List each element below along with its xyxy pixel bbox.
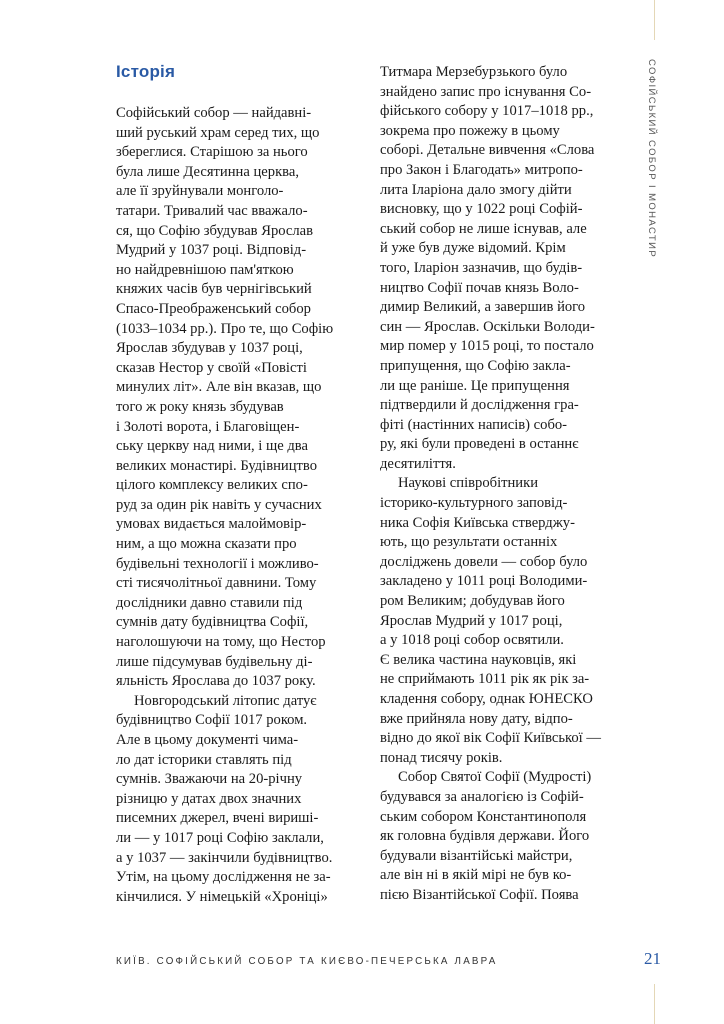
text-line: минулих літ». Але він вказав, що xyxy=(116,379,322,396)
text-line: Але в цьому документі чима- xyxy=(116,732,299,748)
text-line: фіті (настінних написів) собо- xyxy=(380,416,568,433)
text-line: була лише Десятинна церква, xyxy=(116,163,299,180)
text-line: ника Софія Київська стверджу- xyxy=(380,514,575,531)
text-line: ся, що Софію збудував Ярослав xyxy=(116,222,314,239)
text-line: а у 1037 — закінчили будівництво. xyxy=(116,849,333,866)
text-line: будувався за аналогією із Софій- xyxy=(380,788,584,805)
text-line: закладено у 1011 році Володими- xyxy=(380,573,588,590)
text-line: ють, що результати останніх xyxy=(380,534,558,551)
text-line: не сприймають 1011 рік як рік за- xyxy=(380,671,590,688)
text-line: того, Іларіон зазначив, що будів- xyxy=(380,259,583,276)
text-line: татари. Тривалий час вважало- xyxy=(116,202,308,219)
text-line: Ярослав збудував у 1037 році, xyxy=(116,340,303,357)
margin-rule-top xyxy=(654,0,655,40)
text-line: лише підсумував будівельну ді- xyxy=(116,653,313,670)
text-line: десятиліття. xyxy=(380,455,456,472)
text-line: ництво Софії почав князь Воло- xyxy=(380,279,579,296)
text-line: ський собор не лише існував, але xyxy=(380,220,587,237)
text-line: й уже був дуже відомий. Крім xyxy=(380,240,566,257)
text-line: ним, а що можна сказати про xyxy=(116,536,297,553)
text-line: як головна будівля держави. Його xyxy=(380,828,590,845)
text-line: писемних джерел, вчені вириші- xyxy=(116,810,319,827)
text-line: Наукові співробітники xyxy=(398,475,539,492)
text-line: того ж року князь збудував xyxy=(116,398,284,415)
text-line: мир помер у 1015 році, то постало xyxy=(380,338,594,355)
text-line: ським собором Константинополя xyxy=(380,808,587,825)
text-line: умовах видається малоймовір- xyxy=(116,516,307,533)
text-line: Мудрий у 1037 році. Відповід- xyxy=(116,242,307,259)
text-line: кладення собору, однак ЮНЕСКО xyxy=(380,691,593,707)
text-column-left xyxy=(116,104,371,907)
text-line: але її зруйнували монголо- xyxy=(116,183,284,200)
text-line: відно до якої вік Софії Київської — xyxy=(380,730,601,747)
text-line: кінчилися. У німецькій «Хроніці» xyxy=(116,888,328,905)
text-line: фійського собору у 1017–1018 рр., xyxy=(380,103,594,120)
text-line: ли ще раніше. Це припущення xyxy=(380,377,570,394)
text-line: ли — у 1017 році Софію заклали, xyxy=(116,829,324,846)
text-line: димир Великий, а завершив його xyxy=(380,299,586,316)
text-line: Собор Святої Софії (Мудрості) xyxy=(398,769,592,786)
text-line: понад тисячу років. xyxy=(380,749,503,766)
text-line: зокрема про пожежу в цьому xyxy=(380,122,560,139)
text-line: ло дат історики ставлять під xyxy=(116,751,292,768)
text-column-right xyxy=(380,63,635,906)
text-line: ру, які були проведені в останнє xyxy=(380,436,579,453)
text-line: княжих часів був чернігівський xyxy=(116,281,312,298)
text-line: будували візантійські майстри, xyxy=(380,847,573,864)
text-line: наголошуючи на тому, що Нестор xyxy=(116,634,326,651)
text-line: сказав Нестор у своїй «Повісті xyxy=(116,359,307,376)
text-line: пією Візантійської Софії. Поява xyxy=(380,886,579,903)
text-line: будівельні технології і можливо- xyxy=(116,555,319,572)
text-line: сумнів. Зважаючи на 20-річну xyxy=(116,771,303,788)
text-line: сті тисячолітньої давнини. Тому xyxy=(116,575,317,592)
text-line: припущення, що Софію закла- xyxy=(380,357,571,374)
text-line: (1033–1034 рр.). Про те, що Софію xyxy=(116,320,334,337)
text-line: соборі. Детальне вивчення «Слова xyxy=(380,142,595,159)
running-footer: КИЇВ. СОФІЙСЬКИЙ СОБОР ТА КИЄВО-ПЕЧЕРСЬКА ЛАВРА xyxy=(116,956,498,967)
text-line: історико-культурного заповід- xyxy=(380,495,568,512)
text-line: дослідники давно ставили під xyxy=(116,594,303,611)
text-line: Спасо-Преображенський собор xyxy=(116,300,311,317)
section-heading: Історія xyxy=(116,62,176,81)
text-line: ром Великим; добудував його xyxy=(380,593,565,610)
text-line: руд за один рік навіть у сучасних xyxy=(116,496,322,513)
text-line: ську церкву над ними, і ще два xyxy=(116,438,308,455)
text-line: син — Ярослав. Оскільки Володи- xyxy=(380,318,595,335)
text-line: досліджень довели — собор було xyxy=(380,553,588,570)
text-line: Є велика частина науковців, які xyxy=(380,651,577,668)
text-line: різницю у датах двох значних xyxy=(116,790,302,807)
text-line: Новгородський літопис датує xyxy=(134,692,317,709)
text-line: яльність Ярослава до 1037 року. xyxy=(116,673,316,690)
text-line: вже прийняла нову дату, відпо- xyxy=(380,710,573,727)
text-line: ший руський храм серед тих, що xyxy=(116,124,320,141)
running-section-title: СОФІЙСЬКИЙ СОБОР І МОНАСТИР xyxy=(646,59,657,259)
text-line: Титмара Мерзебурзького було xyxy=(380,64,568,80)
text-line: про Закон і Благодать» митропо- xyxy=(380,161,583,178)
text-line: великих монастирі. Будівництво xyxy=(116,457,318,474)
text-line: висновку, що у 1022 році Софій- xyxy=(380,201,583,218)
text-line: і Золоті ворота, і Благовіщен- xyxy=(116,418,300,435)
text-line: Ярослав Мудрий у 1017 році, xyxy=(380,612,563,629)
text-line: збереглися. Старішою за нього xyxy=(116,144,308,161)
text-line: сумнів дату будівництва Софії, xyxy=(116,614,309,631)
text-line: але він ні в якій мірі не був ко- xyxy=(380,867,572,884)
text-line: Софійський собор — найдавні- xyxy=(116,105,312,121)
text-line: а у 1018 році собор освятили. xyxy=(380,632,564,649)
margin-rule-bottom xyxy=(654,984,655,1024)
text-line: підтвердили й дослідження гра- xyxy=(380,397,579,414)
text-line: будівництво Софії 1017 роком. xyxy=(116,712,308,729)
text-line: но найдревнішою пам'яткою xyxy=(116,261,294,278)
text-line: лита Іларіона дало змогу дійти xyxy=(380,181,572,198)
page-number: 21 xyxy=(644,949,661,968)
text-line: цілого комплексу великих спо- xyxy=(116,477,308,494)
text-line: знайдено запис про існування Со- xyxy=(380,83,592,100)
text-line: Утім, на цьому дослідження не за- xyxy=(116,869,331,886)
